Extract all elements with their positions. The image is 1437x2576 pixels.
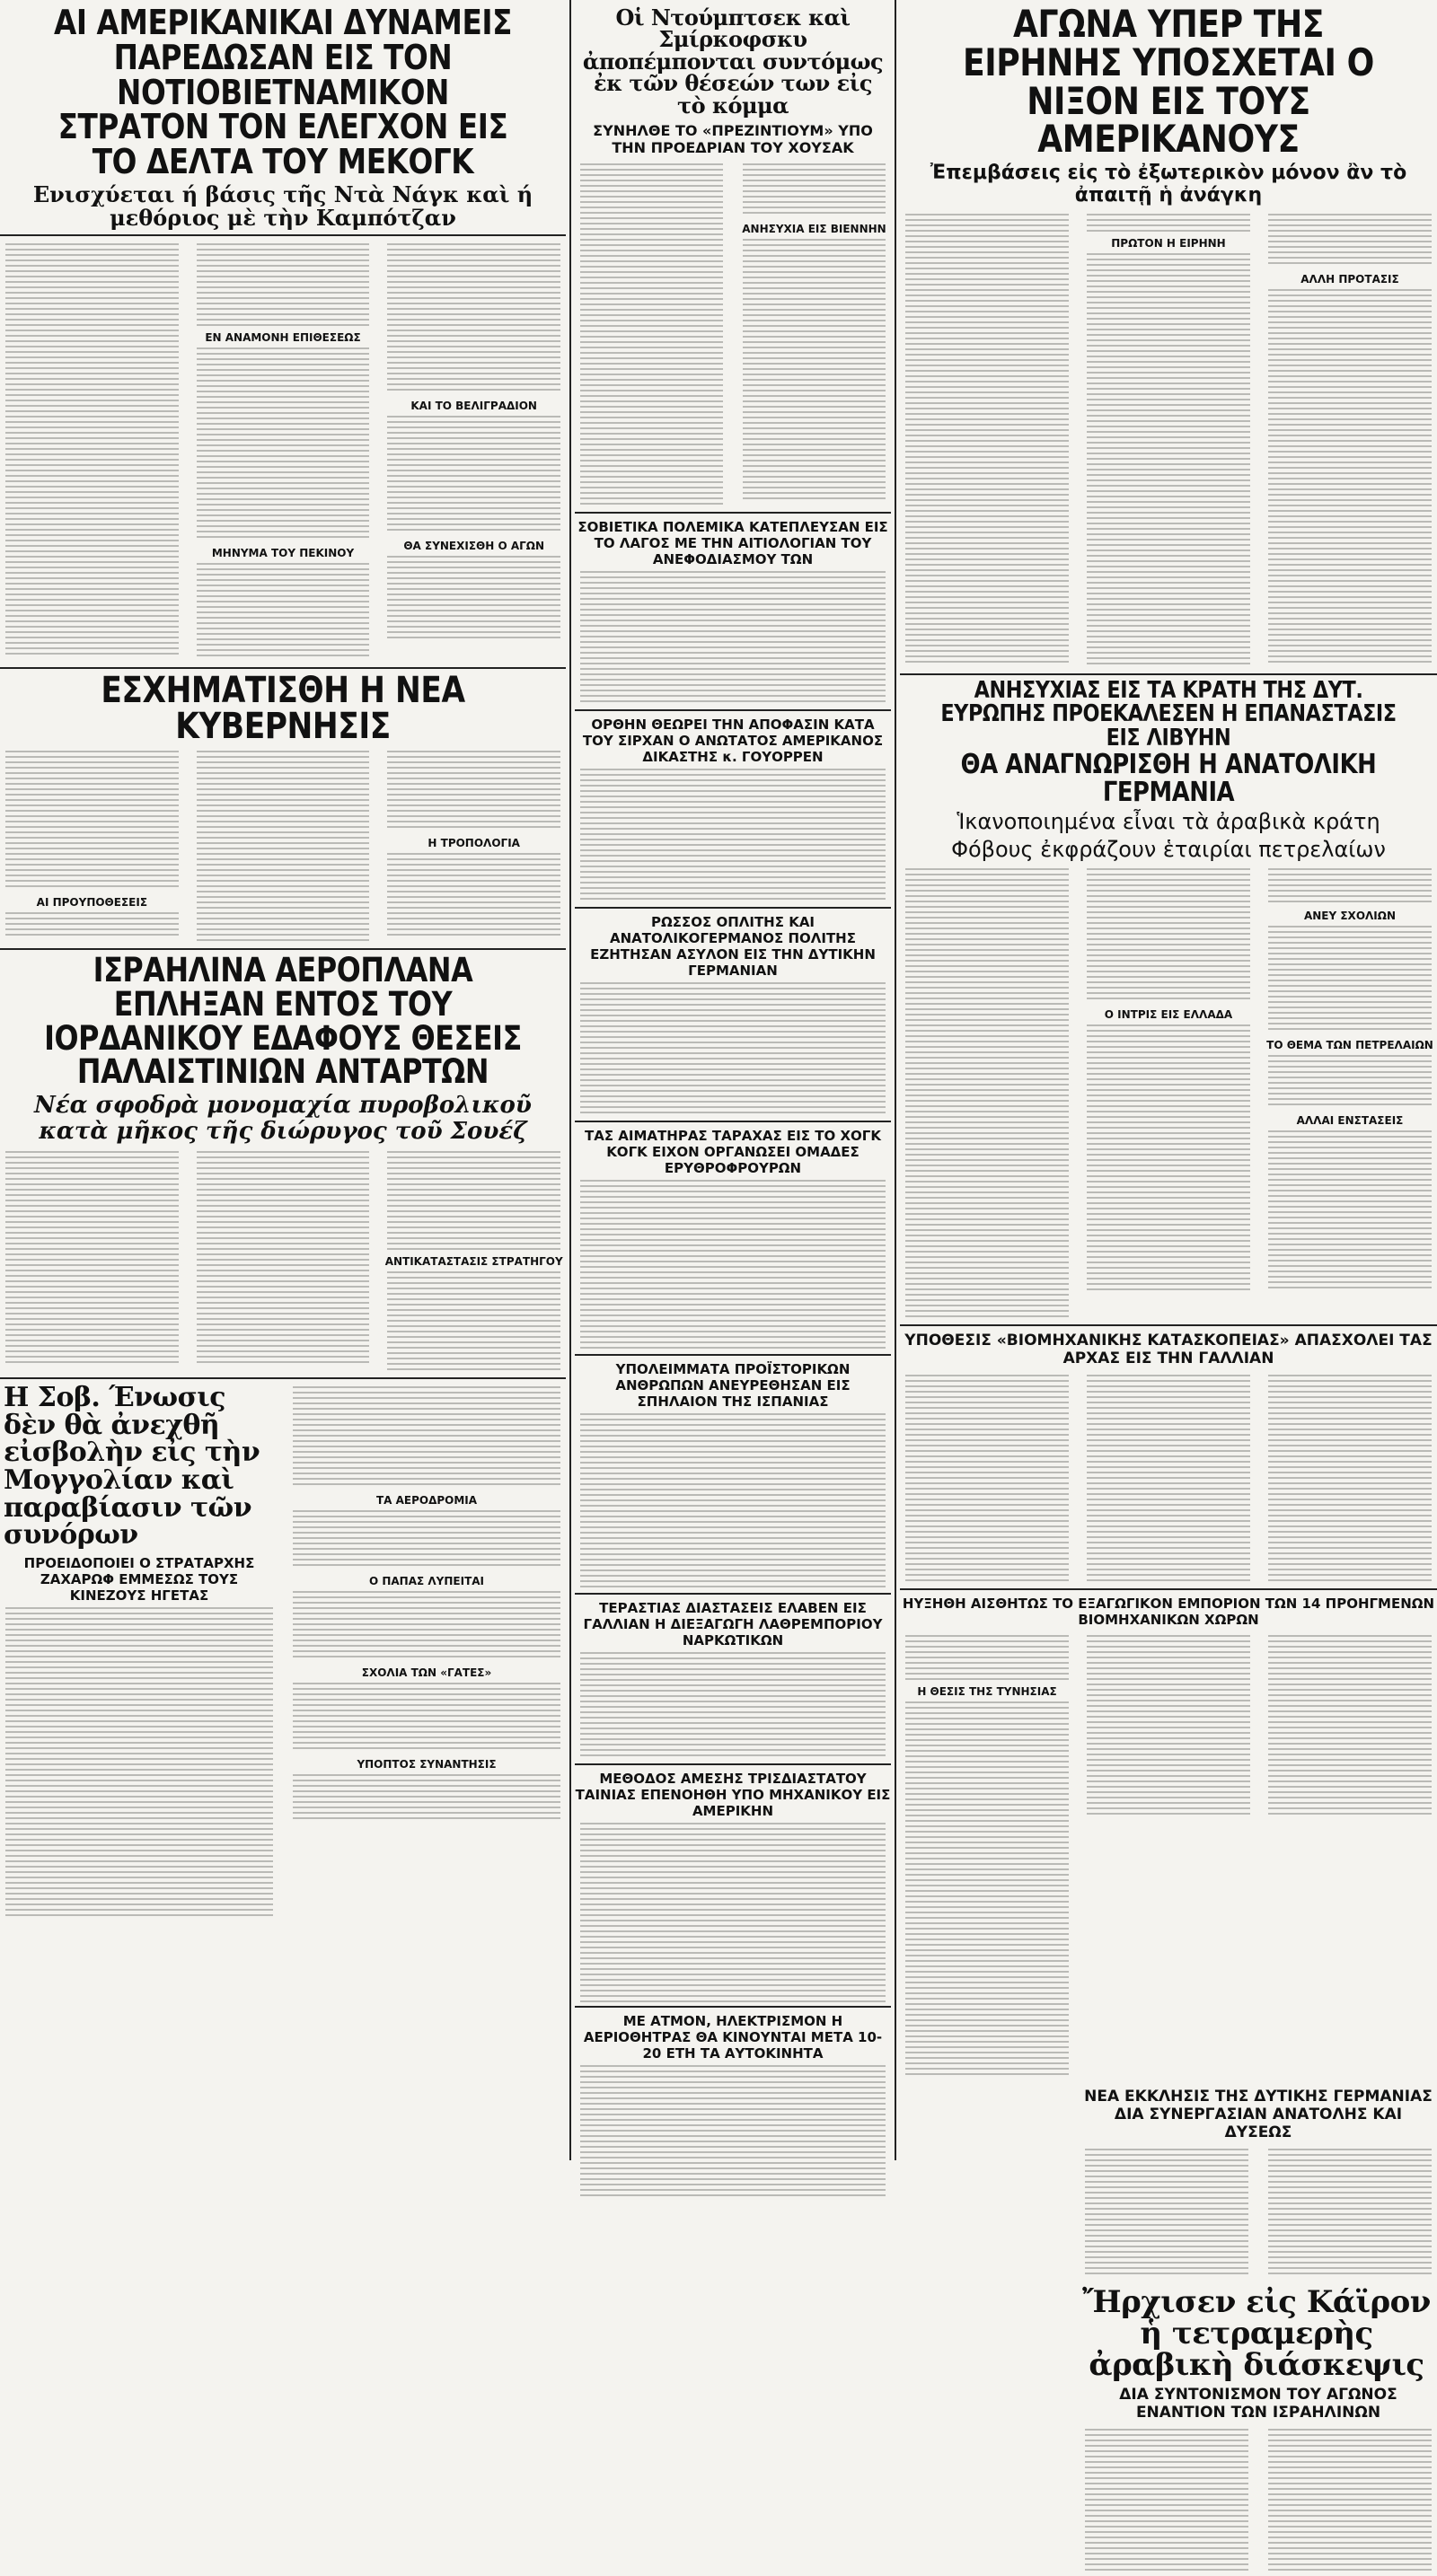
article-text <box>1087 868 1250 1003</box>
subheadline-us-forces: Ενισχύεται ή βάσις τῆς Ντὰ Νάγκ καὶ ή μεθόριος μὲ τὴν Καμπότζαν <box>32 180 533 232</box>
article-text <box>5 243 179 656</box>
section-label: Η ΤΡΟΠΟΛΟΓΙΑ <box>428 837 520 850</box>
headline-hong-kong: ΤΑΣ ΑΙΜΑΤΗΡΑΣ ΤΑΡΑΧΑΣ ΕΙΣ ΤΟ ΧΟΓΚ ΚΟΓΚ ΕΙΧΟΝ ΟΡΓΑΝΩΣΕΙ ΟΜΑΔΕΣ ΕΡΥΘΡΟΦΡΟΥΡΩΝ <box>585 1128 881 1177</box>
article-text <box>905 214 1069 663</box>
article-new-government <box>0 747 566 945</box>
article-us-forces <box>0 240 566 664</box>
subheadline-dubcek: ΣΥΝΗΛΘΕ ΤΟ «ΠΡΕΖΙΝΤΙΟΥΜ» ΥΠΟ ΤΗΝ ΠΡΟΕΔΡΙΑΝ ΤΟΥ ΧΟΥΣΑΚ <box>593 122 873 157</box>
article-text <box>293 1591 560 1661</box>
article-israeli-planes <box>0 1147 566 1374</box>
article-text <box>293 1774 560 1823</box>
headline-russian-soldier: ΡΩΣΣΟΣ ΟΠΛΙΤΗΣ ΚΑΙ ΑΝΑΤΟΛΙΚΟΓΕΡΜΑΝΟΣ ΠΟΛΙΤΗΣ ΕΖΗΤΗΣΑΝ ΑΣΥΛΟΝ ΕΙΣ ΤΗΝ ΔΥΤΙΚΗΝ ΓΕΡΜΑΝΙΑΝ <box>590 914 876 980</box>
article-text <box>743 163 886 217</box>
article-text <box>1085 2429 1248 2572</box>
article-text <box>1087 1635 1250 1815</box>
article-text <box>1268 2149 1432 2274</box>
section-label: ΤΑ ΑΕΡΟΔΡΟΜΙΑ <box>375 1494 478 1508</box>
divider <box>575 512 891 514</box>
subheadline-cairo: ΔΙΑ ΣΥΝΤΟΝΙΣΜΟΝ ΤΟΥ ΑΓΩΝΟΣ ΕΝΑΝΤΙΟΝ ΤΩΝ ΙΣΡΑΗΛΙΝΩΝ <box>1119 2386 1397 2422</box>
article-text <box>580 2065 886 2200</box>
article-cairo <box>1080 2425 1437 2576</box>
article-text <box>197 563 370 660</box>
section-label: ΚΑΙ ΤΟ ΒΕΛΙΓΡΑΔΙΟΝ <box>410 399 537 412</box>
article-text <box>293 1510 560 1569</box>
headline-east-germany: ΘΑ ΑΝΑΓΝΩΡΙΣΘΗ Η ΑΝΑΤΟΛΙΚΗ ΓΕΡΜΑΝΙΑ <box>960 749 1377 808</box>
section-label: ΜΗΝΥΜΑ ΤΟΥ ΠΕΚΙΝΟΥ <box>211 546 355 559</box>
divider <box>900 1324 1437 1326</box>
article-text <box>1087 253 1250 666</box>
article-text <box>387 416 560 534</box>
article-text <box>580 982 886 1117</box>
headline-narcotics: ΤΕΡΑΣΤΙΑΣ ΔΙΑΣΤΑΣΕΙΣ ΕΛΑΒΕΝ ΕΙΣ ΓΑΛΛΙΑΝ Η ΔΙΕΞΑΓΩΓΗ ΛΑΘΡΕΜΠΟΡΙΟΥ ΝΑΡΚΩΤΙΚΩΝ <box>583 1600 883 1649</box>
divider <box>575 709 891 711</box>
headline-new-government: ΕΣΧΗΜΑΤΙΣΘΗ Η ΝΕΑ ΚΥΒΕΡΝΗΣΙΣ <box>101 669 465 748</box>
section-label: ΑΝΤΙΚΑΤΑΣΤΑΣΙΣ ΣΤΡΑΤΗΓΟΥ <box>384 1255 563 1269</box>
divider <box>575 1593 891 1595</box>
subheadline-arab-states: Ἱκανοποιημένα εἶναι τὰ ἀραβικὰ κράτη <box>957 809 1380 835</box>
article-text <box>197 347 370 541</box>
headline-israeli-planes: ΙΣΡΑΗΛΙΝΑ ΑΕΡΟΠΛΑΝΑ ΕΠΛΗΞΑΝ ΕΝΤΟΣ ΤΟΥ ΙΟΡΔΑΝΙΚΟΥ ΕΔΑΦΟΥΣ ΘΕΣΕΙΣ ΠΑΛΑΙΣΤΙΝΙΩΝ ΑΝΤΑΡΤΩΝ <box>44 951 522 1092</box>
article-text <box>387 1151 560 1250</box>
article-text <box>580 163 723 505</box>
divider <box>0 948 566 950</box>
article-text <box>580 769 886 903</box>
divider <box>900 673 1437 675</box>
section-label: ΠΡΩΤΟΝ Η ΕΙΡΗΝΗ <box>1111 236 1226 250</box>
article-text <box>387 853 560 939</box>
article-text <box>197 243 370 326</box>
section-label: ΑΙ ΠΡΟΥΠΟΘΕΣΕΙΣ <box>36 896 148 910</box>
divider <box>0 1377 566 1379</box>
article-text <box>387 556 560 642</box>
article-soviet-union <box>0 1383 566 1923</box>
divider <box>575 907 891 909</box>
article-text <box>1087 214 1250 232</box>
subheadline-soviet-union: ΠΡΟΕΙΔΟΠΟΙΕΙ Ο ΣΤΡΑΤΑΡΧΗΣ ΖΑΧΑΡΩΦ ΕΜΜΕΣΩΣ ΤΟΥΣ ΚΙΝΕΖΟΥΣ ΗΓΕΤΑΣ <box>23 1554 255 1604</box>
headline-3d-film: ΜΕΘΟΔΟΣ ΑΜΕΣΗΣ ΤΡΙΣΔΙΑΣΤΑΤΟΥ ΤΑΙΝΙΑΣ ΕΠΕΝΟΗΘΗ ΥΠΟ ΜΗΧΑΝΙΚΟΥ ΕΙΣ ΑΜΕΡΙΚΗΝ <box>575 1771 891 1820</box>
headline-church: ΝΕΑ ΕΚΚΛΗΣΙΣ ΤΗΣ ΔΥΤΙΚΗΣ ΓΕΡΜΑΝΙΑΣ ΔΙΑ ΣΥΝΕΡΓΑΣΙΑΝ ΑΝΑΤΟΛΗΣ ΚΑΙ ΔΥΣΕΩΣ <box>1084 2088 1433 2142</box>
article-text <box>905 1375 1069 1581</box>
article-text <box>1268 926 1432 1033</box>
article-text <box>387 1271 560 1370</box>
divider <box>900 1588 1437 1590</box>
headline-us-forces: ΑΙ ΑΜΕΡΙΚΑΝΙΚΑΙ ΔΥΝΑΜΕΙΣ ΠΑΡΕΔΩΣΑΝ ΕΙΣ ΤΟΝ ΝΟΤΙΟΒΙΕΤΝΑΜΙΚΟΝ ΣΤΡΑΤΟΝ ΤΟΝ ΕΛΕΓΧΟΝ ΕΙΣ ΤΟ ΔΕΛΤΑ ΤΟΥ ΜΕΚΟΓΚ <box>54 3 512 181</box>
section-label: Ο ΠΑΠΑΣ ΛΥΠΕΙΤΑΙ <box>368 1575 485 1588</box>
article-text <box>580 1180 886 1350</box>
section-label: Η ΘΕΣΙΣ ΤΗΣ ΤΥΝΗΣΙΑΣ <box>917 1685 1057 1699</box>
article-espionage <box>900 1371 1437 1585</box>
column-right <box>900 0 1437 2422</box>
article-text <box>580 571 886 706</box>
section-label: ΕΝ ΑΝΑΜΟΝΗ ΕΠΙΘΕΣΕΩΣ <box>205 330 361 344</box>
section-label: ΣΧΟΛΙΑ ΤΩΝ «ΓΑΤΕΣ» <box>361 1666 492 1680</box>
headline-lagos: ΣΟΒΙΕΤΙΚΑ ΠΟΛΕΜΙΚΑ ΚΑΤΕΠΛΕΥΣΑΝ ΕΙΣ ΤΟ ΛΑΓΟΣ ΜΕ ΤΗΝ ΑΙΤΙΟΛΟΓΙΑΝ ΤΟΥ ΑΝΕΦΟΔΙΑΣΜΟΥ ΤΩΝ <box>577 519 888 568</box>
article-text <box>5 1607 273 1920</box>
article-text <box>197 1151 370 1367</box>
article-text <box>1268 214 1432 268</box>
article-dubcek <box>575 160 891 508</box>
column-rule <box>569 0 571 2160</box>
article-text <box>1268 2429 1432 2572</box>
article-text <box>580 1413 886 1589</box>
article-exports <box>900 1631 1437 2082</box>
article-nixon <box>900 210 1437 670</box>
article-text <box>580 1652 886 1760</box>
article-text <box>905 1635 1069 1680</box>
article-text <box>5 1151 179 1367</box>
headline-spain-cave: ΥΠΟΛΕΙΜΜΑΤΑ ΠΡΟΪΣΤΟΡΙΚΩΝ ΑΝΘΡΩΠΩΝ ΑΝΕΥΡΕΘΗΣΑΝ ΕΙΣ ΣΠΗΛΑΙΟΝ ΤΗΣ ΙΣΠΑΝΙΑΣ <box>615 1361 851 1411</box>
section-label: ΥΠΟΠΤΟΣ ΣΥΝΑΝΤΗΣΙΣ <box>357 1758 497 1772</box>
article-text <box>293 1683 560 1753</box>
column-rule <box>895 0 896 2160</box>
article-text <box>197 751 370 941</box>
article-text <box>1268 1375 1432 1581</box>
column-left <box>0 0 566 2160</box>
headline-dubcek: Οἱ Ντούμπτσεκ καὶ Σμίρκοφσκυ ἀποπέμπονται συντόμως ἐκ τῶν θέσεών των εἰς τὸ κόμμα <box>582 4 884 119</box>
article-church <box>1080 2145 1437 2278</box>
article-text <box>743 239 886 499</box>
article-text <box>1268 868 1432 904</box>
article-text <box>387 751 560 831</box>
section-label: ΑΛΛΗ ΠΡΟΤΑΣΙΣ <box>1300 272 1399 286</box>
section-label: Ο ΙΝΤΡΙΣ ΕΙΣ ΕΛΛΑΔΑ <box>1104 1008 1233 1022</box>
article-text <box>1087 1375 1250 1581</box>
section-label: ΤΟ ΘΕΜΑ ΤΩΝ ΠΕΤΡΕΛΑΙΩΝ <box>1266 1039 1433 1052</box>
headline-espionage: ΥΠΟΘΕΣΙΣ «ΒΙΟΜΗΧΑΝΙΚΗΣ ΚΑΤΑΣΚΟΠΕΙΑΣ» ΑΠΑΣΧΟΛΕΙ ΤΑΣ ΑΡΧΑΣ ΕΙΣ ΤΗΝ ΓΑΛΛΙΑΝ <box>904 1332 1433 1368</box>
headline-nixon: ΑΓΩΝΑ ΥΠΕΡ ΤΗΣ ΕΙΡΗΝΗΣ ΥΠΟΣΧΕΤΑΙ Ο ΝΙΞΟΝ ΕΙΣ ΤΟΥΣ ΑΜΕΡΙΚΑΝΟΥΣ <box>963 2 1374 162</box>
article-text <box>905 1701 1069 2079</box>
headline-cars: ΜΕ ΑΤΜΟΝ, ΗΛΕΚΤΡΙΣΜΟΝ Η ΑΕΡΙΟΘΗΤΡΑΣ ΘΑ ΚΙΝΟΥΝΤΑΙ ΜΕΤΑ 10-20 ΕΤΗ ΤΑ ΑΥΤΟΚΙΝΗΤΑ <box>583 2013 883 2062</box>
headline-soviet-union: Η Σοβ. Ένωσις δὲν θὰ ἀνεχθῆ εἰσβολὴν εἰς τὴν Μογγολίαν καὶ παραβίασιν τῶν συνόρων <box>4 1382 260 1552</box>
article-text <box>1087 1024 1250 1294</box>
column-middle <box>575 0 891 2160</box>
divider <box>0 667 566 669</box>
divider <box>575 1763 891 1765</box>
subheadline-nixon: Ἐπεμβάσεις εἰς τὸ ἐξωτερικὸν μόνον ἂν τὸ ἀπαιτῇ ἡ ἀνάγκη <box>930 162 1407 207</box>
article-text <box>5 912 179 939</box>
article-text <box>387 243 560 394</box>
article-text <box>5 751 179 891</box>
article-text <box>905 868 1069 1317</box>
headline-cairo: Ἤρχισεν εἰς Κάϊρον ἡ τετραμερὴς ἀραβικὴ διάσκεψις <box>1082 2284 1431 2383</box>
divider <box>575 1354 891 1356</box>
section-label: ΑΝΕΥ ΣΧΟΛΙΩΝ <box>1303 910 1397 923</box>
section-label: ΑΝΗΣΥΧΙΑ ΕΙΣ ΒΙΕΝΝΗΝ <box>742 223 886 236</box>
section-label: ΘΑ ΣΥΝΕΧΙΣΘΗ Ο ΑΓΩΝ <box>403 539 545 552</box>
headline-exports: ΗΥΞΗΘΗ ΑΙΣΘΗΤΩΣ ΤΟ ΕΞΑΓΩΓΙΚΟΝ ΕΜΠΟΡΙΟΝ ΤΩΝ 14 ΠΡΟΗΓΜΕΝΩΝ ΒΙΟΜΗΧΑΝΙΚΩΝ ΧΩΡΩΝ <box>902 1596 1435 1629</box>
article-libya <box>900 865 1437 1321</box>
divider <box>0 234 566 236</box>
article-text <box>1268 1130 1432 1292</box>
article-text <box>580 1823 886 2002</box>
subheadline-israeli-planes: Νέα σφοδρὰ μονομαχία πυροβολικοῦ κατὰ μῆκος τῆς διώρυγος τοῦ Σουέζ <box>34 1092 532 1145</box>
divider <box>575 1121 891 1122</box>
article-text <box>1268 1635 1432 1815</box>
headline-sirhan: ΟΡΘΗΝ ΘΕΩΡΕΙ ΤΗΝ ΑΠΟΦΑΣΙΝ ΚΑΤΑ ΤΟΥ ΣΙΡΧΑΝ Ο ΑΝΩΤΑΤΟΣ ΑΜΕΡΙΚΑΝΟΣ ΔΙΚΑΣΤΗΣ κ. ΓΟΥΟΡΡΕΝ <box>582 717 884 766</box>
headline-europe-libya: ΑΝΗΣΥΧΙΑΣ ΕΙΣ ΤΑ ΚΡΑΤΗ ΤΗΣ ΔΥΤ. ΕΥΡΩΠΗΣ ΠΡΟΕΚΑΛΕΣΕΝ Η ΕΠΑΝΑΣΤΑΣΙΣ ΕΙΣ ΛΙΒΥΗΝ <box>940 676 1397 752</box>
section-label: ΑΛΛΑΙ ΕΝΣΤΑΣΕΙΣ <box>1296 1114 1404 1128</box>
article-text <box>1268 289 1432 666</box>
subheadline-oil-companies: Φόβους ἐκφράζουν ἑταιρίαι πετρελαίων <box>951 836 1386 862</box>
divider <box>575 2006 891 2008</box>
article-text <box>293 1386 560 1489</box>
article-text <box>1085 2149 1248 2274</box>
article-text <box>1268 1055 1432 1109</box>
